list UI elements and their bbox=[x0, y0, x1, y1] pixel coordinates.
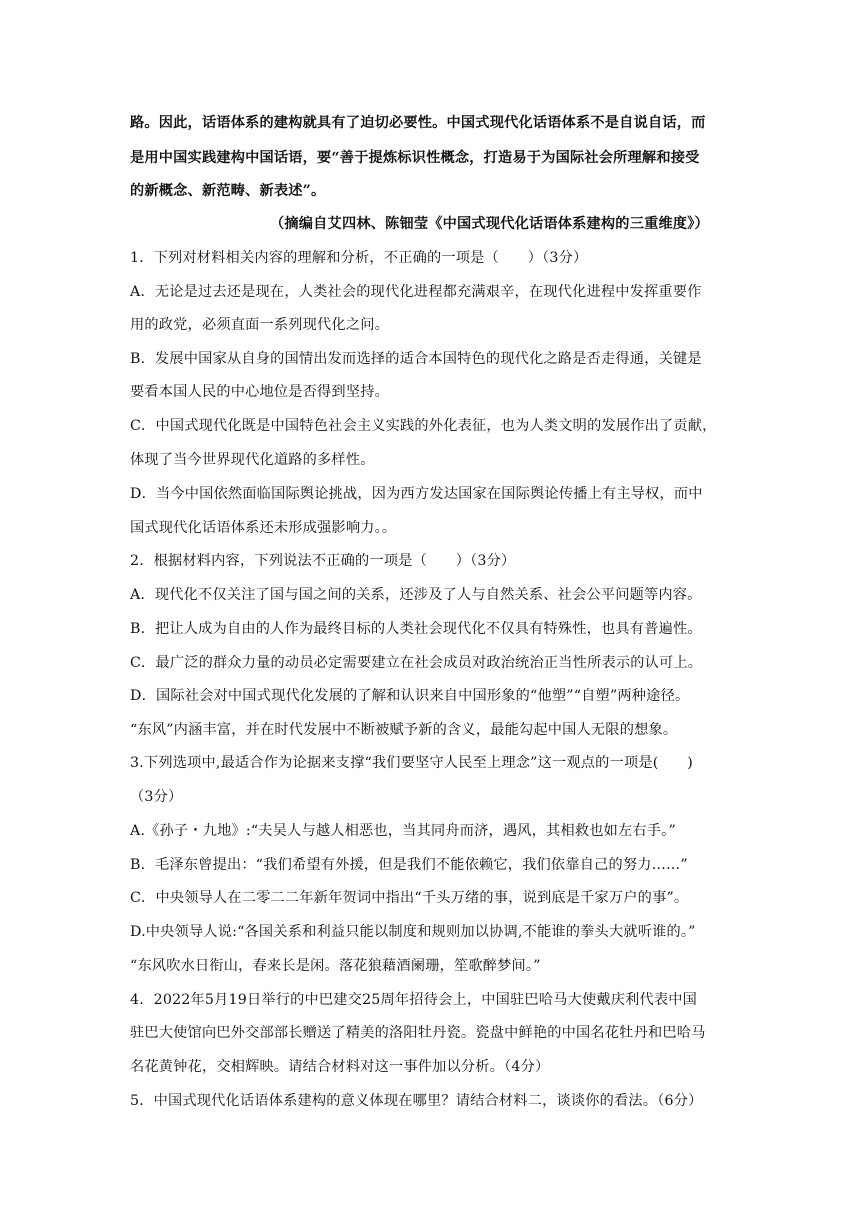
question-3-extra-line: “东风吹水日衔山，春来长是闲。落花狼藉酒阑珊，笙歌醉梦间。” bbox=[130, 958, 541, 974]
source-citation: （摘编自艾四林、陈钿莹《中国式现代化话语体系建构的三重维度》） bbox=[270, 216, 709, 232]
question-1-option-d-line-1: D．当今中国依然面临国际舆论挑战，因为西方发达国家在国际舆论传播上有主导权，而中 bbox=[130, 486, 703, 502]
question-1-option-a-line-1: A．无论是过去还是现在，人类社会的现代化进程都充满艰辛，在现代化进程中发挥重要作 bbox=[130, 284, 702, 300]
question-2-option-d: D．国际社会对中国式现代化发展的了解和认识来自中国形象的“他塑”“自塑”两种途径。 bbox=[130, 688, 690, 704]
question-3-option-c: C．中央领导人在二零二二年新年贺词中指出“千头万绪的事，说到底是千家万户的事”。 bbox=[130, 890, 689, 906]
question-1-option-c-line-1: C．中国式现代化既是中国特色社会主义实践的外化表征，也为人类文明的发展作出了贡献， bbox=[130, 418, 717, 434]
question-2-extra-line: “东风”内涵丰富，并在时代发展中不断被赋予新的含义，最能勾起中国人无限的想象。 bbox=[130, 722, 678, 738]
question-5: 5．中国式现代化话语体系建构的意义体现在哪里？请结合材料二，谈谈你的看法。（6分） bbox=[130, 1093, 703, 1109]
question-1-option-b-line-2: 要看本国人民的中心地位是否得到坚持。 bbox=[130, 384, 389, 400]
question-4-line-1: 4．2022年5月19日举行的中巴建交25周年招待会上，中国驻巴哈马大使戴庆利代表中国 bbox=[130, 992, 698, 1008]
question-1-option-c-line-2: 体现了当今世界现代化道路的多样性。 bbox=[130, 452, 375, 468]
question-4-line-2: 驻巴大使馆向巴外交部部长赠送了精美的洛阳牡丹瓷。瓷盘中鲜艳的中国名花牡丹和巴哈马 bbox=[130, 1025, 706, 1041]
question-3-option-b: B．毛泽东曾提出：“我们希望有外援，但是我们不能依赖它，我们依靠自己的努力……” bbox=[130, 857, 688, 873]
question-1-option-a-line-2: 用的政党，必须直面一系列现代化之问。 bbox=[130, 317, 389, 333]
question-3-stem: 3.下列选项中,最适合作为论据来支撑“我们要坚守人民至上理念”这一观点的一项是( ) bbox=[130, 755, 693, 771]
question-3-option-d: D.中央领导人说:“各国关系和利益只能以制度和规则加以协调,不能谁的拳头大就听谁的。” bbox=[130, 924, 696, 940]
question-2-option-a: A．现代化不仅关注了国与国之间的关系，还涉及了人与自然关系、社会公平问题等内容。 bbox=[130, 587, 702, 603]
question-2-option-c: C．最广泛的群众力量的动员必定需要建立在社会成员对政治统治正当性所表示的认可上。 bbox=[130, 655, 703, 671]
question-2-option-b: B．把让人成为自由的人作为最终目标的人类社会现代化不仅具有特殊性，也具有普遍性。 bbox=[130, 621, 702, 637]
question-1-stem: 1．下列对材料相关内容的理解和分析，不正确的一项是（ ）（3分） bbox=[130, 250, 588, 266]
question-3-option-a: A.《孙子・九地》:“夫吴人与越人相恶也，当其同舟而济，遇风，其相救也如左右手。” bbox=[130, 823, 676, 839]
passage-line-1: 路。因此，话语体系的建构就具有了迫切必要性。中国式现代化话语体系不是自说自话，而 bbox=[130, 115, 706, 131]
question-1-option-d-line-2: 国式现代化话语体系还未形成强影响力。。 bbox=[130, 520, 397, 536]
question-2-stem: 2．根据材料内容，下列说法不正确的一项是（ ）（3分） bbox=[130, 553, 516, 569]
question-3-score: （3分） bbox=[130, 789, 183, 805]
question-4-line-3: 名花黄钟花，交相辉映。请结合材料对这一事件加以分析。（4分） bbox=[130, 1059, 550, 1075]
question-1-option-b-line-1: B．发展中国家从自身的国情出发而选择的适合本国特色的现代化之路是否走得通，关键是 bbox=[130, 351, 702, 367]
passage-line-3: 的新概念、新范畴、新表述”。 bbox=[130, 183, 326, 199]
passage-line-2: 是用中国实践建构中国话语，要“善于提炼标识性概念，打造易于为国际社会所理解和接受 bbox=[130, 150, 700, 166]
